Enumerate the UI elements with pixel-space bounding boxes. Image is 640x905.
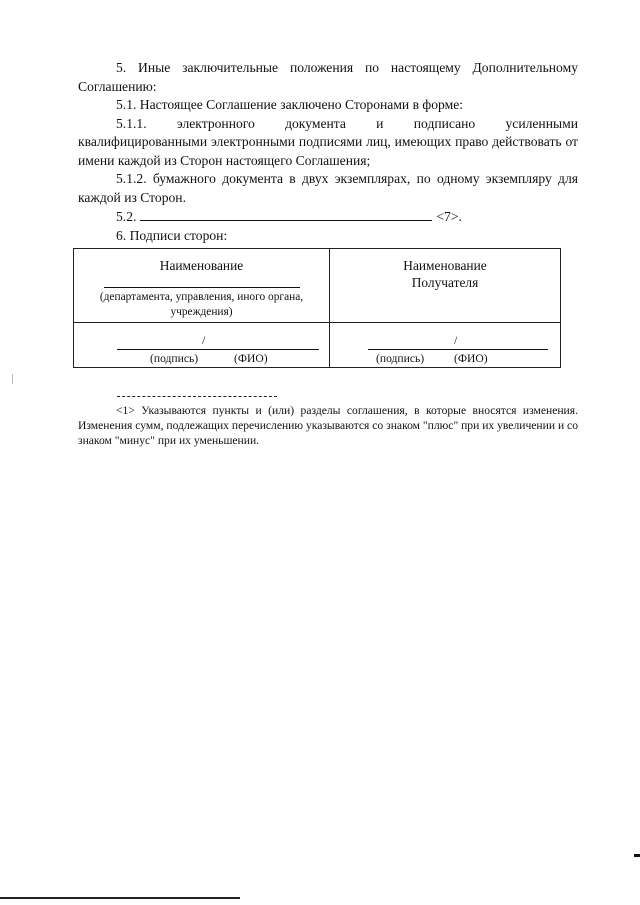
right-signature-cell — [330, 323, 561, 368]
signatures-row — [74, 323, 561, 368]
right-fio-label: (ФИО) — [454, 352, 488, 365]
final-provisions-section — [78, 59, 578, 245]
scan-edge-mark — [12, 374, 13, 384]
left-fio-label: (ФИО) — [234, 352, 268, 365]
names-row — [74, 249, 561, 323]
left-signature-slash: / — [202, 333, 206, 347]
scan-right-mark — [634, 854, 640, 857]
left-signature-cell — [74, 323, 330, 368]
left-sign-label: (подпись) — [150, 352, 199, 365]
right-name-title: Наименование Получателя — [403, 258, 487, 290]
paragraph-5-2 — [78, 207, 578, 227]
paragraph-5-1-1-rest: квалифицированными электронными подписями лиц, имеющих право действовать от имени каждой из Сторон настоящего Соглашения; — [78, 134, 578, 168]
left-name-line — [104, 287, 300, 288]
left-name-subtitle: (департамента, управления, иного органа, учреждения) — [99, 291, 304, 318]
paragraph-6: 6. Подписи сторон: — [116, 227, 228, 243]
paragraph-5: 5. Иные заключительные положения по настоящему Дополнительному Соглашению: — [78, 60, 578, 94]
footnote-1-text: <1> Указываются пункты и (или) разделы соглашения, в которые вносятся изменения. Изменения сумм, подлежащих перечислению указываются со знаком "плюс" при их увеличении и со знаком "минус" при их уменьшении. — [78, 404, 578, 447]
right-signature-slash: / — [454, 333, 458, 347]
left-name-title: Наименование — [159, 258, 244, 273]
left-signature-line — [117, 337, 319, 350]
footnote-separator — [117, 396, 277, 397]
footnote-ref-7: <7>. — [436, 209, 462, 224]
left-name-cell — [74, 249, 330, 323]
blank-fill-line — [140, 207, 432, 221]
right-sign-label: (подпись) — [376, 352, 425, 365]
bottom-page-rule — [0, 897, 240, 899]
paragraph-5-1-2: 5.1.2. бумажного документа в двух экземплярах, по одному экземпляру для каждой из Сторон. — [78, 171, 578, 205]
paragraph-5-1-1-first-line: 5.1.1. электронного документа и подписано усиленными — [116, 115, 578, 131]
signature-table — [73, 248, 561, 368]
right-name-cell — [330, 249, 561, 323]
paragraph-5-1: 5.1. Настоящее Соглашение заключено Сторонами в форме: — [116, 97, 464, 112]
right-signature-line — [368, 337, 548, 350]
paragraph-5-2-number: 5.2. — [116, 209, 137, 224]
footnote-1 — [78, 403, 578, 448]
